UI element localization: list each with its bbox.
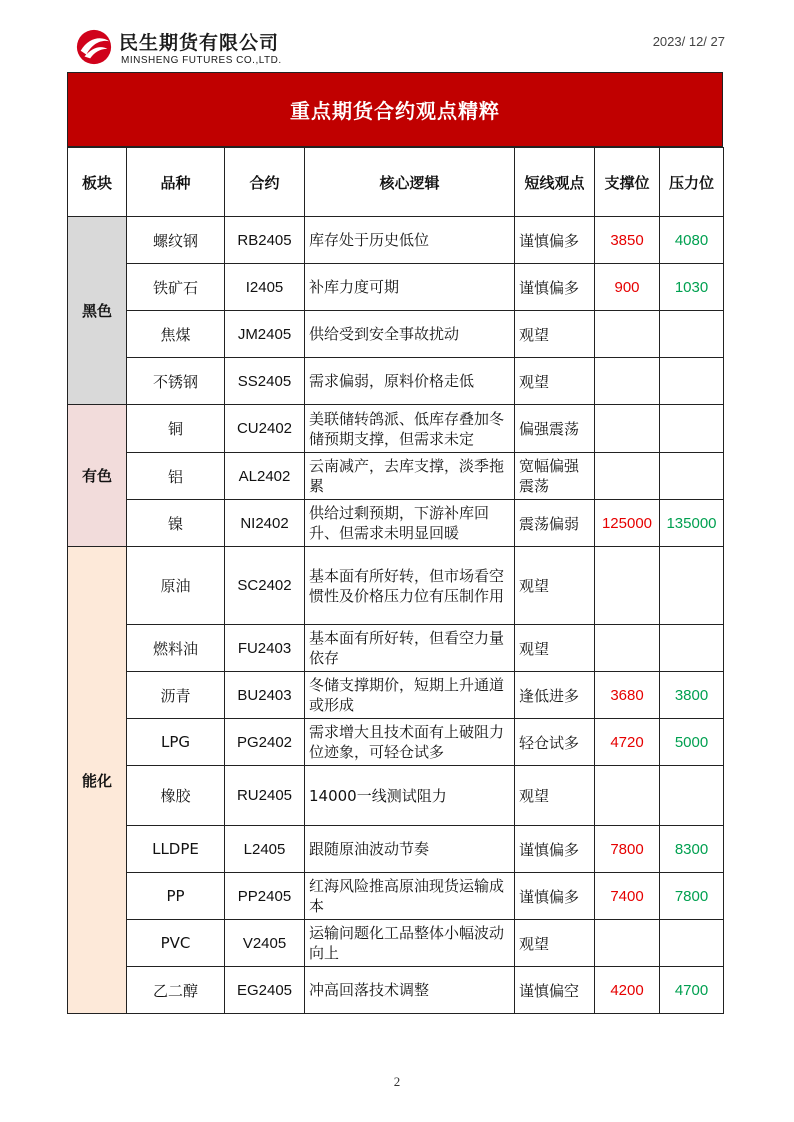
resistance-cell: 5000	[660, 719, 724, 766]
variety-cell: LPG	[127, 719, 225, 766]
view-cell: 谨慎偏多	[515, 873, 595, 920]
minsheng-logo-icon	[75, 28, 113, 66]
support-cell	[595, 766, 660, 826]
contract-cell: SC2402	[225, 547, 305, 625]
support-cell: 7400	[595, 873, 660, 920]
support-cell	[595, 311, 660, 358]
table-row	[68, 672, 724, 719]
logic-cell: 补库力度可期	[305, 264, 515, 311]
variety-cell: 原油	[127, 547, 225, 625]
title-banner	[67, 72, 723, 147]
variety-cell: 铝	[127, 453, 225, 500]
variety-cell: 焦煤	[127, 311, 225, 358]
variety-cell: 橡胶	[127, 766, 225, 826]
table-row	[68, 826, 724, 873]
logic-cell: 运输问题化工品整体小幅波动向上	[305, 920, 515, 967]
resistance-cell: 135000	[660, 500, 724, 547]
table-row	[68, 719, 724, 766]
contract-cell: RB2405	[225, 217, 305, 264]
table-row	[68, 405, 724, 453]
view-cell: 观望	[515, 625, 595, 672]
page-number: 2	[393, 1074, 401, 1089]
logic-cell: 供给受到安全事故扰动	[305, 311, 515, 358]
resistance-cell	[660, 358, 724, 405]
view-cell: 观望	[515, 766, 595, 826]
table-row	[68, 264, 724, 311]
sector-cell-nonferrous: 有色	[68, 405, 127, 547]
header-support: 支撑位	[595, 148, 660, 217]
resistance-cell	[660, 766, 724, 826]
table-row	[68, 453, 724, 500]
logic-cell: 基本面有所好转，但市场看空惯性及价格压力位有压制作用	[305, 547, 515, 625]
resistance-cell	[660, 920, 724, 967]
logic-cell: 美联储转鸽派、低库存叠加冬储预期支撑，但需求未定	[305, 405, 515, 453]
header-resistance: 压力位	[660, 148, 724, 217]
contract-cell: NI2402	[225, 500, 305, 547]
company-name-en: MINSHENG FUTURES CO.,LTD.	[121, 55, 282, 66]
view-cell: 震荡偏弱	[515, 500, 595, 547]
table-row	[68, 217, 724, 264]
table-row	[68, 967, 724, 1014]
contract-cell: L2405	[225, 826, 305, 873]
header-contract: 合约	[225, 148, 305, 217]
contract-cell: SS2405	[225, 358, 305, 405]
view-cell: 观望	[515, 311, 595, 358]
contracts-table	[67, 147, 724, 1014]
view-cell: 谨慎偏空	[515, 967, 595, 1014]
resistance-cell	[660, 547, 724, 625]
variety-cell: PP	[127, 873, 225, 920]
view-cell: 谨慎偏多	[515, 264, 595, 311]
resistance-cell: 8300	[660, 826, 724, 873]
view-cell: 谨慎偏多	[515, 826, 595, 873]
resistance-cell: 4080	[660, 217, 724, 264]
support-cell: 4200	[595, 967, 660, 1014]
view-cell: 观望	[515, 547, 595, 625]
support-cell	[595, 358, 660, 405]
variety-cell: 燃料油	[127, 625, 225, 672]
variety-cell: 乙二醇	[127, 967, 225, 1014]
view-cell: 宽幅偏强震荡	[515, 453, 595, 500]
header-core-logic: 核心逻辑	[305, 148, 515, 217]
support-cell	[595, 547, 660, 625]
contract-cell: CU2402	[225, 405, 305, 453]
contract-cell: RU2405	[225, 766, 305, 826]
contract-cell: EG2405	[225, 967, 305, 1014]
contract-cell: I2405	[225, 264, 305, 311]
support-cell: 3850	[595, 217, 660, 264]
variety-cell: 沥青	[127, 672, 225, 719]
support-cell: 125000	[595, 500, 660, 547]
view-cell: 轻仓试多	[515, 719, 595, 766]
variety-cell: 镍	[127, 500, 225, 547]
resistance-cell	[660, 453, 724, 500]
logic-cell: 供给过剩预期，下游补库回升、但需求未明显回暖	[305, 500, 515, 547]
logic-cell: 跟随原油波动节奏	[305, 826, 515, 873]
variety-cell: 螺纹钢	[127, 217, 225, 264]
resistance-cell	[660, 405, 724, 453]
logic-cell: 需求偏弱，原料价格走低	[305, 358, 515, 405]
table-row	[68, 766, 724, 826]
view-cell: 观望	[515, 920, 595, 967]
contract-cell: V2405	[225, 920, 305, 967]
sector-cell-energy-chem: 能化	[68, 547, 127, 1014]
view-cell: 逢低进多	[515, 672, 595, 719]
variety-cell: 铁矿石	[127, 264, 225, 311]
table-header-row	[68, 148, 724, 217]
header-sector: 板块	[68, 148, 127, 217]
contract-cell: PG2402	[225, 719, 305, 766]
variety-cell: LLDPE	[127, 826, 225, 873]
resistance-cell: 7800	[660, 873, 724, 920]
resistance-cell: 1030	[660, 264, 724, 311]
variety-cell: PVC	[127, 920, 225, 967]
header-variety: 品种	[127, 148, 225, 217]
variety-cell: 不锈钢	[127, 358, 225, 405]
sector-cell-black: 黑色	[68, 217, 127, 405]
logic-cell: 云南减产，去库支撑，淡季拖累	[305, 453, 515, 500]
contract-cell: JM2405	[225, 311, 305, 358]
logic-cell: 基本面有所好转，但看空力量依存	[305, 625, 515, 672]
table-row	[68, 311, 724, 358]
table-row	[68, 358, 724, 405]
view-cell: 谨慎偏多	[515, 217, 595, 264]
support-cell: 3680	[595, 672, 660, 719]
contract-cell: FU2403	[225, 625, 305, 672]
resistance-cell	[660, 625, 724, 672]
view-cell: 偏强震荡	[515, 405, 595, 453]
resistance-cell: 4700	[660, 967, 724, 1014]
support-cell	[595, 453, 660, 500]
contract-cell: AL2402	[225, 453, 305, 500]
table-row	[68, 547, 724, 625]
support-cell	[595, 405, 660, 453]
view-cell: 观望	[515, 358, 595, 405]
logic-cell: 需求增大且技术面有上破阻力位迹象，可轻仓试多	[305, 719, 515, 766]
logic-cell: 库存处于历史低位	[305, 217, 515, 264]
contract-cell: PP2405	[225, 873, 305, 920]
resistance-cell: 3800	[660, 672, 724, 719]
support-cell	[595, 920, 660, 967]
company-logo	[75, 26, 315, 72]
logic-cell: 红海风险推高原油现货运输成本	[305, 873, 515, 920]
table-row	[68, 873, 724, 920]
company-name-cn: 民生期货有限公司	[119, 32, 280, 54]
logic-cell: 冲高回落技术调整	[305, 967, 515, 1014]
header-short-view: 短线观点	[515, 148, 595, 217]
support-cell: 900	[595, 264, 660, 311]
table-row	[68, 625, 724, 672]
variety-cell: 铜	[127, 405, 225, 453]
support-cell: 4720	[595, 719, 660, 766]
page-header	[75, 26, 725, 72]
report-date: 2023/ 12/ 27	[652, 34, 725, 49]
support-cell	[595, 625, 660, 672]
resistance-cell	[660, 311, 724, 358]
support-cell: 7800	[595, 826, 660, 873]
contract-cell: BU2403	[225, 672, 305, 719]
table-row	[68, 920, 724, 967]
page-title: 重点期货合约观点精粹	[290, 99, 500, 123]
logic-cell: 冬储支撑期价，短期上升通道或形成	[305, 672, 515, 719]
logic-cell: 14000一线测试阻力	[305, 766, 515, 826]
table-row	[68, 500, 724, 547]
